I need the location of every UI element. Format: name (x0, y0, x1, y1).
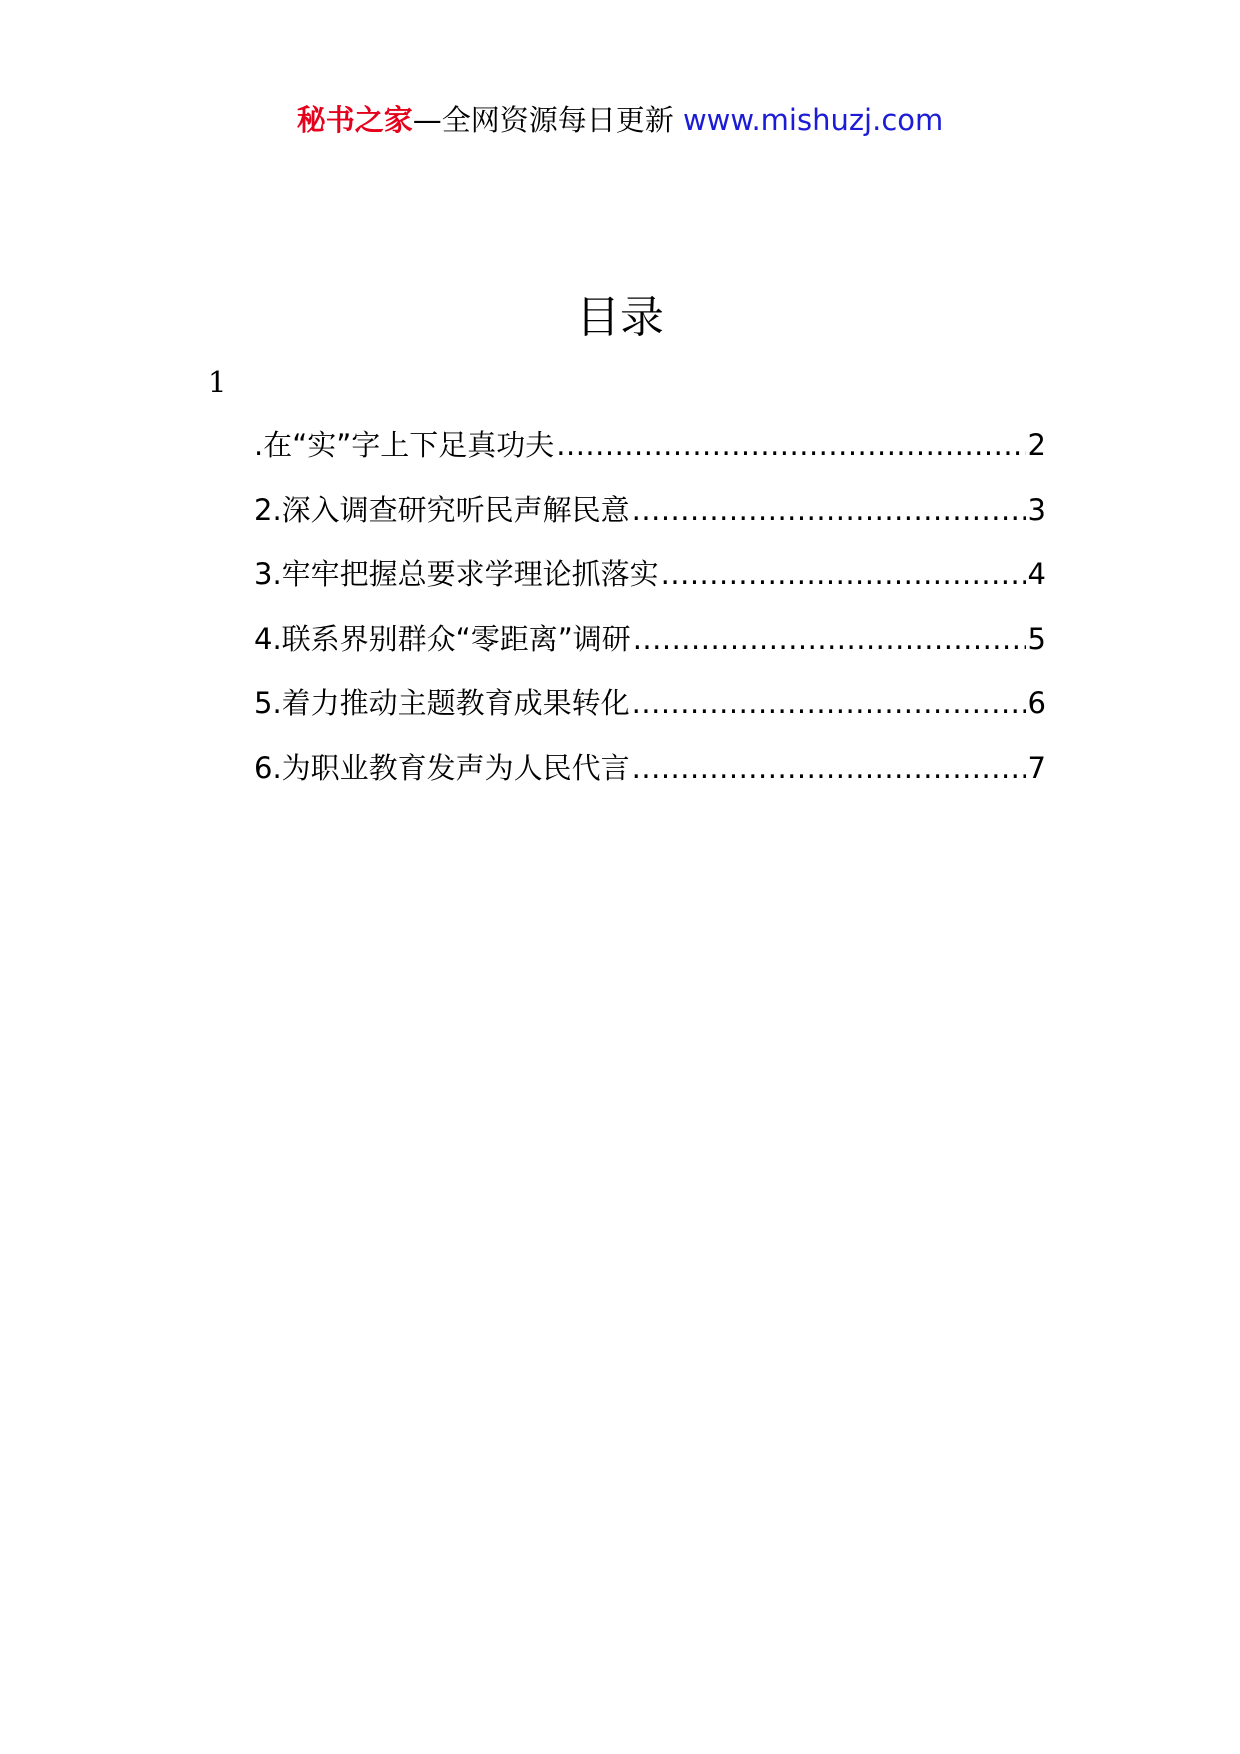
toc-entry-page: 7 (1027, 750, 1046, 785)
toc-entry[interactable] (254, 425, 1046, 490)
dot-leader (632, 683, 1026, 723)
dot-leader (632, 490, 1026, 530)
toc-entry[interactable] (254, 748, 1046, 813)
toc-entry[interactable] (254, 554, 1046, 619)
toc-title: 目录 (576, 292, 664, 343)
website-link[interactable]: www.mishuzj.com (682, 103, 944, 137)
toc-entry-page: 4 (1027, 557, 1046, 591)
toc-entry[interactable] (254, 619, 1046, 684)
dot-leader (661, 554, 1026, 594)
toc-entry-page: 3 (1027, 492, 1046, 527)
toc-entry-title: 2.深入调查研究听民声解民意 (254, 492, 630, 527)
dot-leader (556, 425, 1025, 465)
toc-entry-page: 5 (1027, 621, 1046, 656)
toc-entry-title: 3.牢牢把握总要求学理论抓落实 (254, 557, 659, 591)
toc-entry[interactable] (254, 490, 1046, 555)
toc-entry[interactable] (254, 683, 1046, 748)
header-tagline: —全网资源每日更新 (412, 103, 683, 137)
toc-entry-page: 6 (1027, 686, 1046, 720)
toc-entry-page: 2 (1027, 428, 1046, 462)
dot-leader (632, 748, 1026, 788)
page-header (0, 100, 1240, 140)
toc-entry-title: 4.联系界别群众“零距离”调研 (254, 621, 631, 656)
toc-entry-title: 5.着力推动主题教育成果转化 (254, 686, 630, 720)
section-number: 1 (208, 365, 227, 399)
toc-entry-title: 6.为职业教育发声为人民代言 (254, 750, 630, 785)
toc-list (254, 425, 1046, 812)
dot-leader (633, 619, 1026, 659)
toc-entry-title: .在“实”字上下足真功夫 (254, 428, 555, 462)
brand-name: 秘书之家 (296, 103, 413, 137)
